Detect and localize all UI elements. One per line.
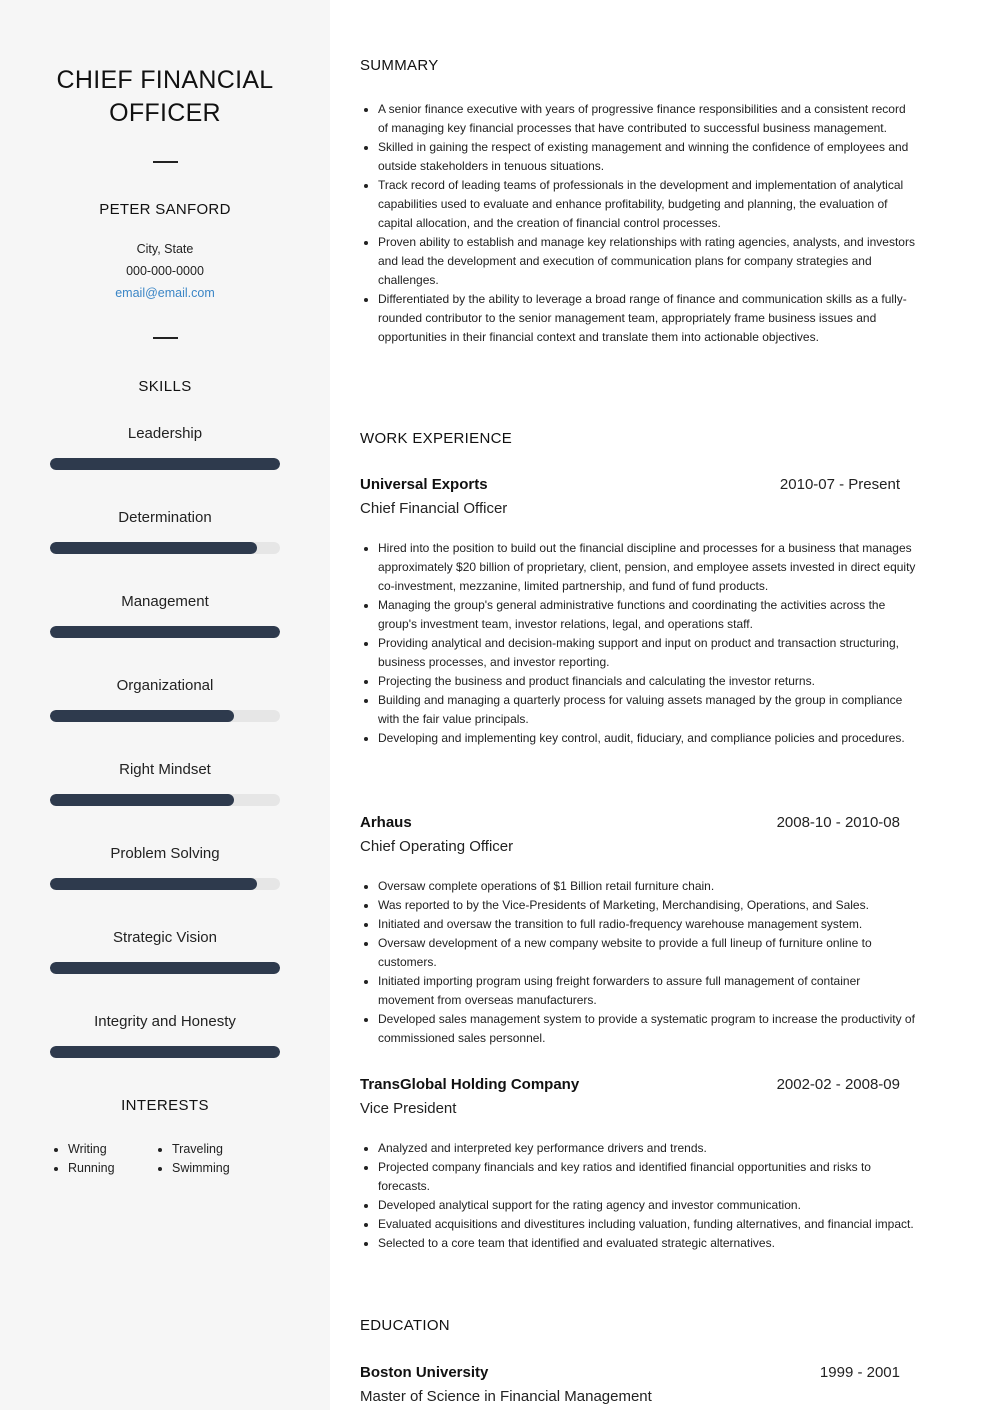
interests-column [50,1140,115,1178]
skill-label: Determination [118,509,212,526]
skill-bar-fill [50,626,280,638]
job-duties [360,1139,918,1253]
resume-title: CHIEF FINANCIAL OFFICER [56,66,274,127]
job-dates: 2008-10 - 2010-08 [776,814,900,831]
job-role: Chief Operating Officer [360,838,514,855]
summary-item: • Skilled in gaining the respect of existing management and winning the confidence of employees and outside stakeholders in tenuous situations. [378,138,918,176]
interest-item: • Traveling [172,1140,230,1159]
job-dates: 2010-07 - Present [779,476,900,493]
company-name: TransGlobal Holding Company [360,1076,580,1093]
duty-item: • Was reported to by the Vice-Presidents of Marketing, Merchandising, Operations, and Sales. [378,896,918,915]
skill-bar [50,794,280,806]
skill-bar [50,878,280,890]
summary-item: • Track record of leading teams of professionals in the development and implementation of analytical capabilities used to evaluate and enhance profitability, budgeting and planning, the evaluation of capital allocation, and the creation of financial control processes. [378,176,918,233]
summary-list [360,100,918,347]
job-dates: 2002-02 - 2008-09 [776,1076,900,1093]
duty-item: • Oversaw development of a new company website to provide a full lineup of furniture online to customers. [378,934,918,972]
title-divider [153,161,178,163]
education-heading: EDUCATION [360,1317,450,1334]
degree-name: Master of Science in Financial Management [360,1388,652,1405]
duty-item: • Building and managing a quarterly process for valuing assets managed by the group in compliance with the fair value principals. [378,691,918,729]
summary-item: • Proven ability to establish and manage key relationships with rating agencies, analysts, and investors and lead the development and execution of communication plans for company strategies and challenges. [378,233,918,290]
skill-bar-fill [50,794,234,806]
job-role: Vice President [360,1100,457,1117]
company-name: Arhaus [360,814,412,831]
company-name: Universal Exports [360,476,488,493]
location-text: City, State [136,242,194,256]
interest-item: • Running [68,1159,115,1178]
duty-item: • Managing the group's general administrative functions and coordinating the activities across the group's investment team, investor relations, legal, and operations staff. [378,596,918,634]
interest-item: • Writing [68,1140,115,1159]
duty-item: • Providing analytical and decision-making support and input on product and transaction structuring, business processes, and investor reporting. [378,634,918,672]
skill-bar-fill [50,1046,280,1058]
duty-item: • Developed analytical support for the rating agency and investor communication. [378,1196,918,1215]
summary-heading: SUMMARY [360,57,439,74]
duty-item: • Developed sales management system to provide a systematic program to increase the productivity of commissioned sales personnel. [378,1010,918,1048]
phone-text: 000-000-0000 [126,264,204,278]
skill-bar-fill [50,962,280,974]
summary-item: • A senior finance executive with years of progressive finance responsibilities and a consistent record of managing key financial processes that have contributed to successful business management. [378,100,918,138]
skill-bar-fill [50,878,257,890]
skill-bar-fill [50,710,234,722]
interests-column [154,1140,230,1178]
interest-item: • Swimming [172,1159,230,1178]
duty-item: • Analyzed and interpreted key performance drivers and trends. [378,1139,918,1158]
skills-heading: SKILLS [138,378,192,395]
skill-label: Right Mindset [119,761,211,778]
duty-item: • Projected company financials and key ratios and identified financial opportunities and risks to forecasts. [378,1158,918,1196]
skill-bar-fill [50,542,257,554]
duty-item: • Oversaw complete operations of $1 Billion retail furniture chain. [378,877,918,896]
experience-heading: WORK EXPERIENCE [360,430,513,447]
interests-heading: INTERESTS [121,1097,209,1114]
job-duties [360,539,918,748]
skill-bar [50,1046,280,1058]
skill-label: Organizational [116,677,214,694]
contact-divider [153,337,178,339]
skill-bar-fill [50,458,280,470]
duty-item: • Developing and implementing key control, audit, fiduciary, and compliance policies and procedures. [378,729,918,748]
duty-item: • Initiated importing program using freight forwarders to assure full management of container movement from overseas manufacturers. [378,972,918,1010]
skill-label: Management [121,593,209,610]
summary-item: • Differentiated by the ability to leverage a broad range of finance and communication skills as a fully-rounded contributor to the senior management team, appropriately frame business issues and opportunities in their financial context and translate them into actionable objectives. [378,290,918,347]
duty-item: • Hired into the position to build out the financial discipline and processes for a business that manages approximately $20 billion of proprietary, client, pension, and employee assets invested in direct equity co-investment, mezzanine, limited partnership, and fund of fund products. [378,539,918,596]
skill-bar [50,542,280,554]
skill-label: Integrity and Honesty [94,1013,236,1030]
skill-bar [50,710,280,722]
skill-bar [50,626,280,638]
duty-item: • Projecting the business and product financials and calculating the investor returns. [378,672,918,691]
education-dates: 1999 - 2001 [819,1364,900,1381]
skill-bar [50,458,280,470]
job-role: Chief Financial Officer [360,500,508,517]
duty-item: • Selected to a core team that identified and evaluated strategic alternatives. [378,1234,918,1253]
email-link[interactable]: email@email.com [115,286,215,300]
job-duties [360,877,918,1048]
duty-item: • Initiated and oversaw the transition to full radio-frequency warehouse management system. [378,915,918,934]
skill-label: Problem Solving [110,845,220,862]
person-name: PETER SANFORD [99,201,231,218]
school-name: Boston University [360,1364,489,1381]
skill-label: Leadership [127,425,203,442]
skill-label: Strategic Vision [113,929,217,946]
skill-bar [50,962,280,974]
duty-item: • Evaluated acquisitions and divestitures including valuation, funding alternatives, and financial impact. [378,1215,918,1234]
